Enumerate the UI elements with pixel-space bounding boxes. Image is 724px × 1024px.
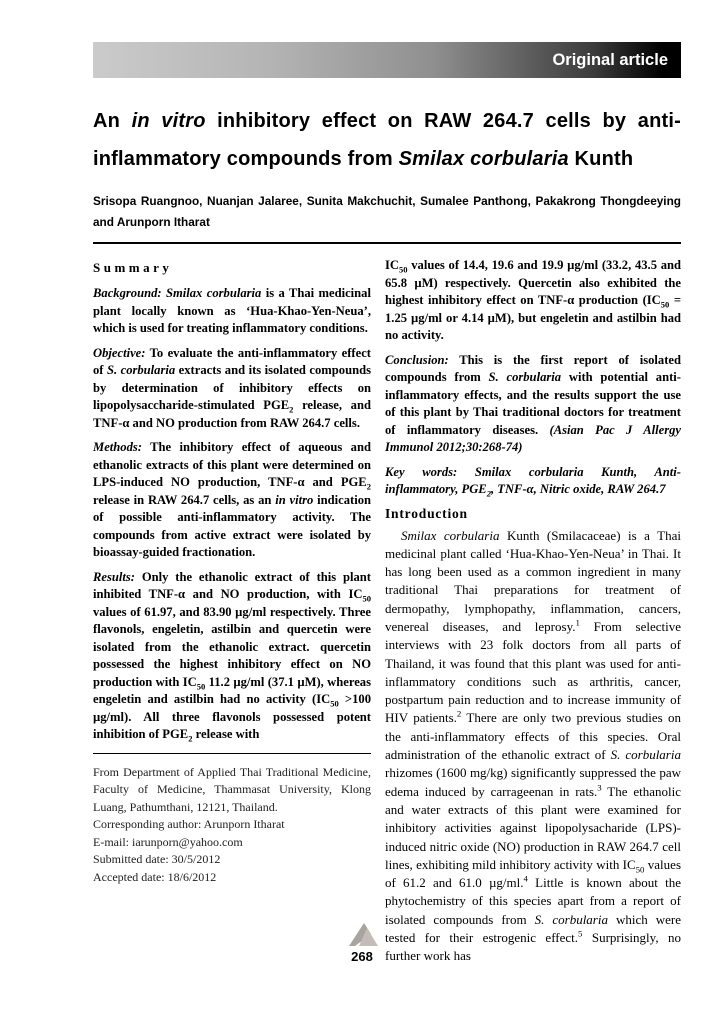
article-title: An in vitro inhibitory effect on RAW 264.7 cells by anti-inflammatory compounds from Smilax corbularia Kunth (93, 110, 681, 170)
journal-logo-icon (345, 921, 379, 947)
summary-conclusion-paragraph: Conclusion: This is the first report of isolated compounds from S. corbularia with potential anti-inflammatory effects, and the results support the use of this plant by Thai traditional doctors for treatment of inflammatory diseases. (Asian Pac J Allergy Immunol 2012;30:268-74) (385, 352, 681, 454)
article-type-banner (93, 42, 681, 78)
footnote-block (93, 753, 371, 887)
keywords-paragraph: Key words: Smilax corbularia Kunth, Anti-inflammatory, $PGE_2$, TNF-α, Nitric oxide, RAW 264.7 (385, 464, 681, 499)
article-authors: Srisopa Ruangnoo, Nuanjan Jalaree, Sunita Makchuchit, Sumalee Panthong, Pakakrong Thongdeeying and Arunporn Itharat (93, 194, 681, 229)
corresponding-author-line: Corresponding author: Arunporn Itharat (93, 817, 285, 831)
article-type-label: Original article (552, 50, 668, 69)
footnote-divider-rule (93, 753, 371, 754)
page-footer (0, 921, 724, 964)
affiliation-text: From Department of Applied Thai Traditional Medicine, Faculty of Medicine, Thammasat University, Klong Luang, Pathumthani, 12121, Thailand. (93, 764, 371, 814)
summary-objective-paragraph: Objective: To evaluate the anti-inflammatory effect of S. corbularia extracts and its isolated compounds by determination of inhibitory effects on lipopolysaccharide-stimulated $PGE_2$ release, and TNF-α and NO production from RAW 264.7 cells. (93, 345, 371, 430)
summary-results-continued-paragraph: $IC_{50}$ values of 14.4, 19.6 and 19.9 µg/ml (33.2, 43.5 and 65.8 µM) respectively. Quercetin also exhibited the highest inhibitory effect on TNF-α production ($IC_{50} = 1.25$ µg/ml or 4.14 µM), but engeletin and astilbin had no activity. (385, 258, 682, 342)
two-column-body (93, 257, 681, 966)
introduction-heading: Introduction (385, 505, 468, 521)
right-column (385, 257, 681, 966)
summary-background-paragraph: Background: Smilax corbularia is a Thai medicinal plant locally known as ‘Hua-Khao-Yen-Neua’, which is used for treating inflammatory conditions. (93, 286, 371, 335)
header-divider-rule (93, 242, 681, 244)
email-line: E-mail: iarunporn@yahoo.com (93, 834, 243, 849)
page-number: 268 (351, 949, 373, 964)
accepted-date-line: Accepted date: 18/6/2012 (93, 869, 217, 884)
introduction-paragraph: Smilax corbularia Kunth (Smilacaceae) is a Thai medicinal plant called ‘Hua-Khao-Yen-Neua’ in Thai. It has long been used as a common ingredient in many traditional Thai preparations for treatment of dermopathy, lymphopathy, inflammation, cancers, venereal diseases, and leprosy.$^1$ From selective interviews with 23 folk doctors from all parts of Thailand, it was found that this plant was used for anti-inflammatory conditions such as arthritis, cancer, postpartum pain reduction and to increase immunity of HIV patients.$^2$ There are only two previous studies on the anti-inflammatory effects of this species. Oral administration of the ethanolic extract of S. corbularia rhizomes (1600 mg/kg) significantly suppressed the paw edema induced by carrageenan in rats.$^3$ The ethanolic and water extracts of this plant were examined for inhibitory activities against lipopolysacharide (LPS)-induced nitric oxide (NO) production in RAW 264.7 cell lines, exhibiting mild inhibitory activity with $IC_{50}$ values of 61.2 and 61.0 µg/ml.$^4$ Little is known about the phytochemistry of this species apart from a report of isolated compounds from S. corbularia which were tested for their estrogenic effect.$^5$ Surprisingly, no further work has (385, 527, 681, 964)
summary-results-paragraph: Results: Only the ethanolic extract of this plant inhibited TNF-α and NO production, with $IC_{50}$ values of 61.97, and 83.90 µg/ml respectively. Three flavonols, engeletin, astilbin and quercetin were isolated from the ethanolic extract. quercetin possessed the highest inhibitory effect on NO production with $IC_{50}$ 11.2 µg/ml (37.1 µM), whereas engeletin and astilbin had no activity ($IC_{50} >100$ µg/ml). All three flavonols possessed potent inhibition of $PGE_2$ release with (93, 569, 371, 744)
summary-heading: Summary (93, 260, 173, 275)
left-column (93, 257, 371, 966)
summary-methods-paragraph: Methods: The inhibitory effect of aqueous and ethanolic extracts of this plant were determined on LPS-induced NO production, TNF-α and $PGE_2$ release in RAW 264.7 cells, as an in vitro indication of possible anti-inflammatory activity. The compounds from active extract were isolated by bioassay-guided fractionation. (93, 440, 372, 559)
submitted-date-line: Submitted date: 30/5/2012 (93, 852, 221, 866)
